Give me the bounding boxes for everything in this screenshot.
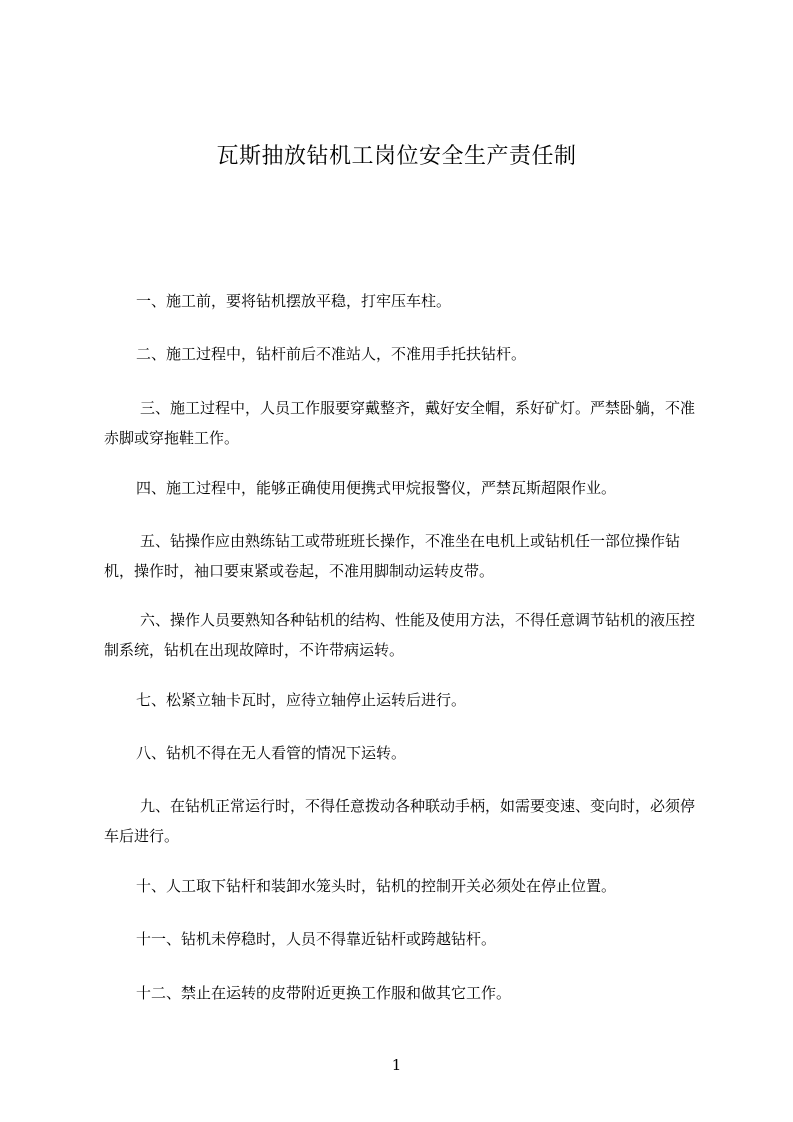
clause-8: 八、钻机不得在无人看管的情况下运转。 xyxy=(136,744,407,762)
clause-9: 九、在钻机正常运行时，不得任意拨动各种联动手柄，如需要变速、变向时，必须停车后进行。 xyxy=(104,797,696,845)
clause-6: 六、操作人员要熟知各种钻机的结构、性能及使用方法，不得任意调节钻机的液压控制系统，钻机在出现故障时，不许带病运转。 xyxy=(104,611,696,659)
clause-4: 四、施工过程中，能够正确使用便携式甲烷报警仪，严禁瓦斯超限作业。 xyxy=(136,479,617,497)
clause-3: 三、施工过程中，人员工作服要穿戴整齐，戴好安全帽，系好矿灯。严禁卧躺，不准赤脚或穿拖鞋工作。 xyxy=(104,399,696,447)
clause-10: 十、人工取下钻杆和装卸水笼头时，钻机的控制开关必须处在停止位置。 xyxy=(136,877,617,895)
clause-1: 一、施工前，要将钻机摆放平稳，打牢压车柱。 xyxy=(136,292,452,310)
clause-12: 十二、禁止在运转的皮带附近更换工作服和做其它工作。 xyxy=(136,984,512,1002)
document-title: 瓦斯抽放钻机工岗位安全生产责任制 xyxy=(216,144,577,169)
clause-2: 二、施工过程中，钻杆前后不准站人，不准用手托扶钻杆。 xyxy=(136,345,527,363)
clause-7: 七、松紧立轴卡瓦时，应待立轴停止运转后进行。 xyxy=(136,691,467,709)
clause-5: 五、钻操作应由熟练钻工或带班班长操作，不准坐在电机上或钻机任一部位操作钻机，操作时，袖口要束紧或卷起，不准用脚制动运转皮带。 xyxy=(104,532,681,580)
page-number: 1 xyxy=(391,1056,402,1074)
clause-11: 十一、钻机未停稳时，人员不得靠近钻杆或跨越钻杆。 xyxy=(136,930,497,948)
